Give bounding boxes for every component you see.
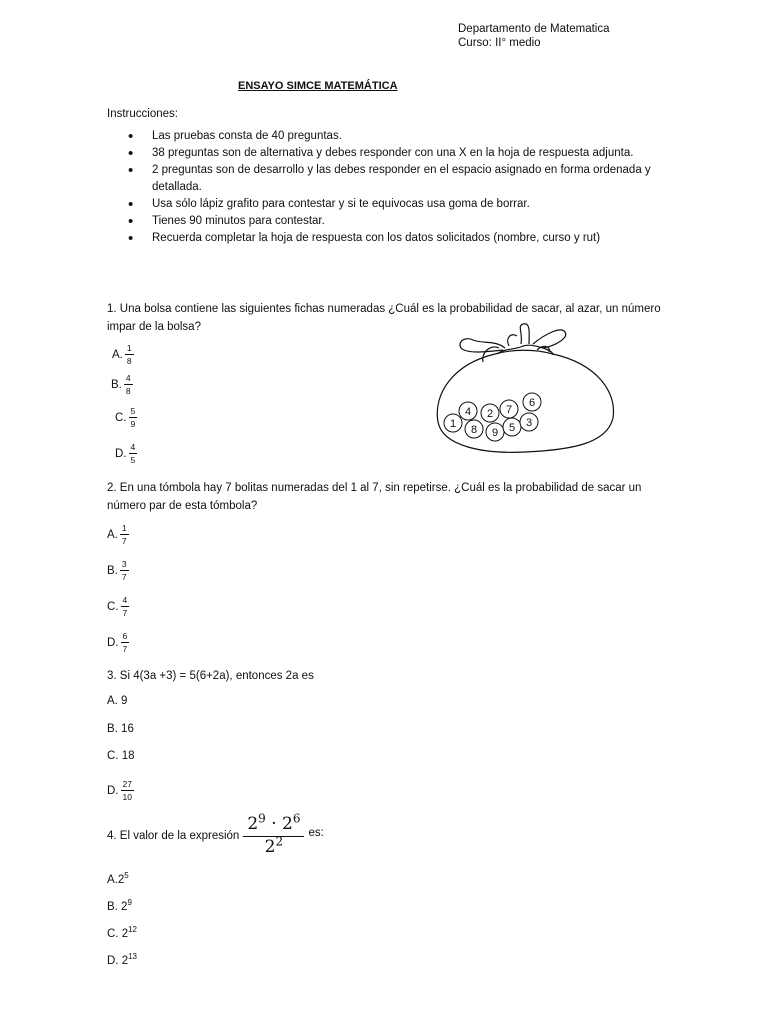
chip [486, 423, 504, 441]
bag-number-chips [425, 322, 625, 462]
chip-number: 9 [491, 427, 499, 439]
header [458, 22, 610, 50]
course-text: Curso: II° medio [458, 37, 541, 49]
q4-option-d: D. $2^{13}$ [107, 952, 137, 967]
option-fraction: $\frac{4}{5}$ [130, 442, 136, 465]
chip [503, 418, 521, 436]
power-expression: $\frac{2^9 \cdot 2^6}{2^2}$ [243, 814, 304, 857]
instruction-item: • Usa sólo lápiz grafito para contestar y si te equivocas usa goma de borrar. [107, 196, 677, 213]
chip-number: 5 [508, 422, 516, 434]
chip [481, 404, 499, 422]
option-label: D. [107, 637, 119, 650]
option-label: A. [107, 529, 118, 542]
instructions-list [107, 128, 677, 247]
chip-number: 2 [486, 408, 494, 420]
chip [520, 413, 538, 431]
chip-number: 3 [525, 417, 533, 429]
q2-option-b [107, 560, 129, 582]
option-label: B. [111, 379, 122, 392]
option-label: B. [107, 565, 118, 578]
question-3-text: 3. Si 4(3a +3) = 5(6+2a), entonces 2a es [107, 670, 314, 682]
q3-option-d [107, 780, 134, 802]
page-title: ENSAYO SIMCE MATEMÁTICA [238, 80, 398, 92]
question-1-text: 1. Una bolsa contiene las siguientes fichas numeradas ¿Cuál es la probabilidad de sacar, al azar, un número impar de la bolsa? [107, 303, 661, 333]
chip [465, 420, 483, 438]
option-fraction: $\frac{3}{7}$ [121, 559, 127, 582]
q4-option-a: $A.2^5$ [107, 871, 129, 886]
q1-option-d [115, 443, 137, 465]
option-label: D. [115, 448, 127, 461]
q3-option-a: A. 9 [107, 695, 128, 707]
instruction-item: • Recuerda completar la hoja de respuesta con los datos solicitados (nombre, curso y rut) [107, 230, 677, 247]
q3-option-b: B. 16 [107, 723, 134, 735]
option-label: C. [115, 412, 127, 425]
department-text: Departamento de Matematica [458, 23, 610, 35]
option-fraction: $\frac{4}{8}$ [125, 373, 131, 396]
chip-number: 4 [464, 406, 472, 418]
q1-option-b [111, 374, 133, 396]
chip-number: 1 [449, 418, 457, 430]
question-4-suffix: es: [308, 826, 324, 839]
chip-number: 8 [470, 424, 478, 436]
q2-option-a [107, 524, 129, 546]
instruction-item: • 38 preguntas son de alternativa y debes responder con una X en la hoja de respuesta adjunta. [107, 145, 677, 162]
option-fraction: $\frac{1}{7}$ [121, 523, 127, 546]
option-fraction: $\frac{5}{9}$ [130, 406, 136, 429]
q1-option-a [112, 344, 134, 366]
option-fraction: $\frac{4}{7}$ [122, 595, 128, 618]
option-fraction: $\frac{6}{7}$ [122, 631, 128, 654]
question-2-text: 2. En una tómbola hay 7 bolitas numeradas del 1 al 7, sin repetirse. ¿Cuál es la probabilidad de sacar un número par de esta tómbola? [107, 482, 642, 512]
instruction-item: • Tienes 90 minutos para contestar. [107, 213, 677, 230]
option-label: C. [107, 601, 119, 614]
option-label: A. [112, 349, 123, 362]
q2-option-d [107, 632, 129, 654]
chip-number: 7 [505, 404, 513, 416]
question-4-text: 4. El valor de la expresión [107, 829, 240, 842]
option-fraction: $\frac{27}{10}$ [122, 779, 132, 802]
q4-option-c: C. $2^{12}$ [107, 925, 137, 940]
chip [523, 393, 541, 411]
option-label: D. [107, 785, 119, 798]
chip-number: 6 [528, 397, 536, 409]
question-4 [107, 811, 324, 857]
option-fraction: $\frac{1}{8}$ [126, 343, 132, 366]
chip [500, 400, 518, 418]
chip [459, 402, 477, 420]
q1-option-c [115, 407, 137, 429]
instructions-label: Instrucciones: [107, 108, 178, 120]
chip [444, 414, 462, 432]
q2-option-c [107, 596, 129, 618]
instruction-item: • 2 preguntas son de desarrollo y las debes responder en el espacio asignado en forma ordenada y detallada. [107, 162, 677, 196]
q3-option-c: C. 18 [107, 750, 135, 762]
instruction-item: • Las pruebas consta de 40 preguntas. [107, 128, 677, 145]
q4-option-b: B. $2^9$ [107, 898, 132, 913]
